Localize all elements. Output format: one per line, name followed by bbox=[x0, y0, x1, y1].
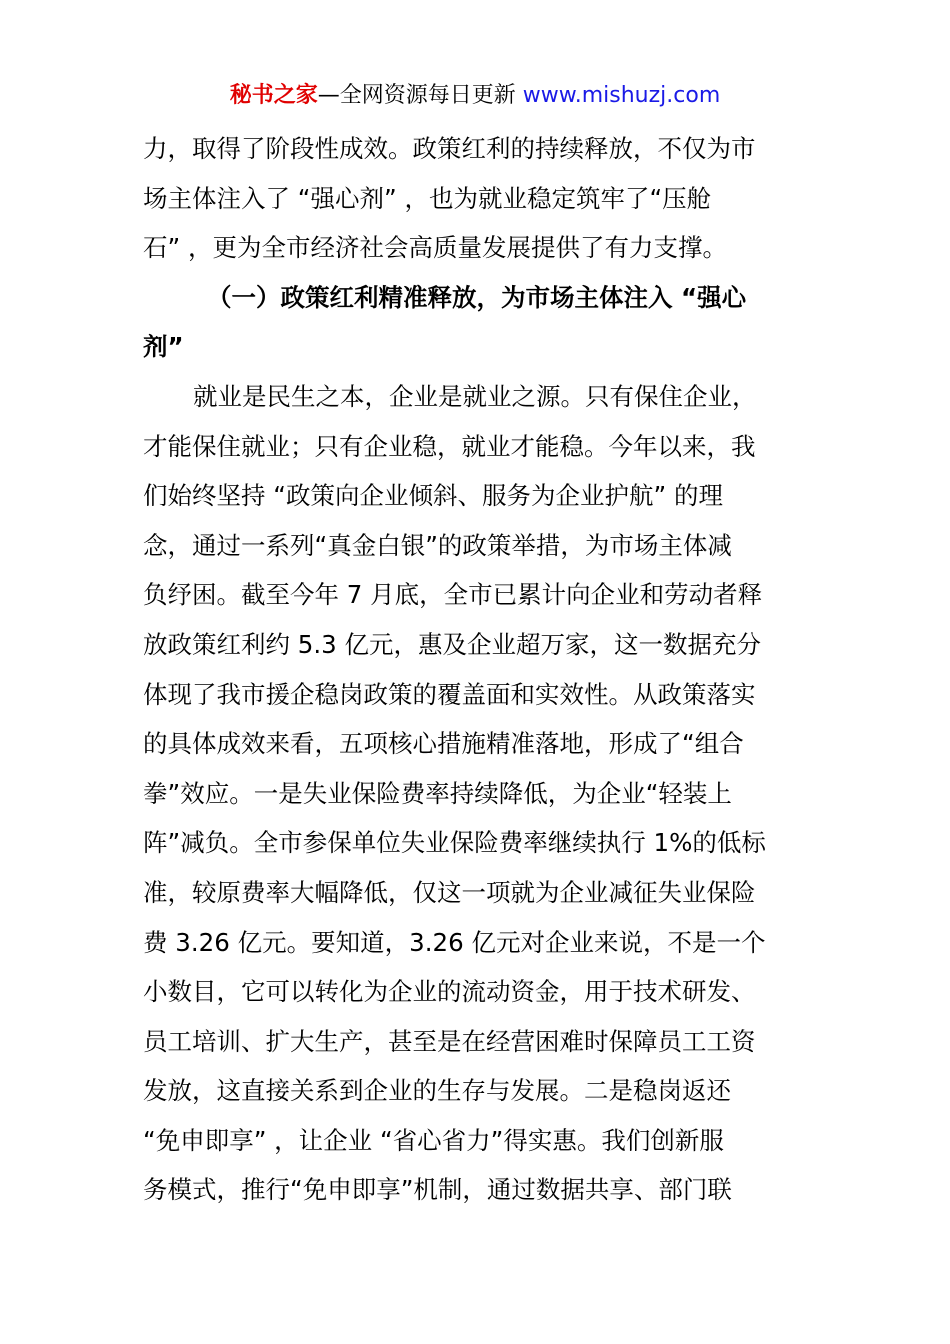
document-body bbox=[143, 124, 813, 1215]
site-slogan: —全网资源每日更新 bbox=[317, 83, 523, 108]
text-line: 力，取得了阶段性成效。政策红利的持续释放，不仅为市 bbox=[143, 134, 756, 163]
section-heading: （一）政策红利精准释放，为市场主体注入 “强心 bbox=[207, 282, 747, 312]
site-header bbox=[0, 80, 950, 112]
text-line: 员工培训、扩大生产，甚至是在经营困难时保障员工工资 bbox=[143, 1026, 756, 1056]
site-brand: 秘书之家 bbox=[229, 83, 318, 108]
text-line: “免申即享” ，让企业 “省心省力”得实惠。我们创新服 bbox=[143, 1125, 724, 1155]
text-line: 体现了我市援企稳岗政策的覆盖面和实效性。从政策落实 bbox=[143, 679, 756, 709]
text-line: 的具体成效来看，五项核心措施精准落地，形成了“组合 bbox=[143, 729, 744, 759]
text-line: 发放，这直接关系到企业的生存与发展。二是稳岗返还 bbox=[143, 1076, 731, 1106]
text-line: 准，较原费率大幅降低，仅这一项就为企业减征失业保险 bbox=[143, 877, 756, 907]
section-heading-continued: 剂” bbox=[143, 332, 184, 362]
text-line: 石” ，更为全市经济社会高质量发展提供了有力支撑。 bbox=[143, 233, 727, 263]
text-line: 们始终坚持 “政策向企业倾斜、服务为企业护航” 的理 bbox=[143, 481, 723, 511]
text-line: 拳”效应。一是失业保险费率持续降低，为企业“轻装上 bbox=[143, 778, 732, 808]
text-line: 场主体注入了 “强心剂” ，也为就业稳定筑牢了“压舱 bbox=[143, 183, 712, 213]
text-line: 放政策红利约 5.3 亿元，惠及企业超万家，这一数据充分 bbox=[143, 629, 762, 659]
text-line: 才能保住就业；只有企业稳，就业才能稳。今年以来，我 bbox=[143, 431, 756, 461]
text-line: 费 3.26 亿元。要知道，3.26 亿元对企业来说，不是一个 bbox=[143, 927, 766, 957]
text-line: 小数目，它可以转化为企业的流动资金，用于技术研发、 bbox=[143, 977, 756, 1007]
text-line: 负纾困。截至今年 7 月底，全市已累计向企业和劳动者释 bbox=[143, 580, 763, 610]
site-url-link[interactable]: www.mishuzj.com bbox=[522, 83, 721, 108]
paragraph-first-line: 就业是民生之本，企业是就业之源。只有保住企业， bbox=[193, 381, 757, 411]
text-line: 阵”减负。全市参保单位失业保险费率继续执行 1%的低标 bbox=[143, 828, 766, 858]
text-line: 念，通过一系列“真金白银”的政策举措，为市场主体减 bbox=[143, 530, 732, 560]
text-line: 务模式，推行“免申即享”机制，通过数据共享、部门联 bbox=[143, 1175, 732, 1205]
